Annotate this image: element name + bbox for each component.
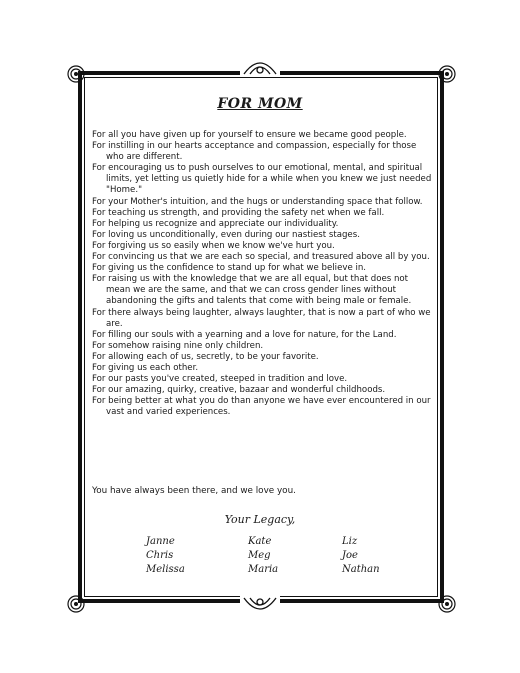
tribute-line: For somehow raising nine only children.	[92, 340, 264, 351]
tribute-line: For giving us the confidence to stand up for what we believe in.	[92, 263, 367, 274]
signature-name: Kate	[248, 536, 272, 547]
signature-name: Joe	[342, 550, 358, 561]
tribute-line: For loving us unconditionally, even during our nastiest stages.	[92, 229, 360, 240]
signature-name: Meg	[248, 550, 271, 561]
signature-column-3	[342, 535, 380, 577]
signature-column-2	[248, 535, 278, 577]
tribute-line: For our amazing, quirky, creative, bazaar and wonderful childhoods.	[92, 385, 386, 396]
tribute-line: For there always being laughter, always laughter, that is now a part of who we are.	[92, 307, 431, 329]
corner-swirl-top-left	[66, 64, 86, 84]
tribute-line: For encouraging us to push ourselves to our emotional, mental, and spiritual limits, yet letting us quietly hide for a while when you knew we just needed "Home."	[92, 163, 432, 196]
signoff: Your Legacy,	[224, 513, 296, 526]
signature-name: Maria	[248, 564, 279, 575]
bottom-center-flourish	[240, 596, 280, 614]
corner-swirl-bottom-right	[437, 594, 457, 614]
signature-name: Nathan	[342, 564, 380, 575]
signature-name: Chris	[146, 550, 174, 561]
tribute-line: For teaching us strength, and providing the safety net when we fall.	[92, 207, 385, 218]
tribute-line: For filling our souls with a yearning and a love for nature, for the Land.	[92, 329, 397, 340]
signature-name: Janne	[146, 536, 175, 547]
tribute-line: For forgiving us so easily when we know we've hurt you.	[92, 240, 335, 251]
tribute-line: For raising us with the knowledge that we are all equal, but that does not mean we are the same, and that we can cross gender lines without abandoning the gifts and talents that come with being male or female.	[92, 274, 412, 307]
tribute-line: For convincing us that we are each so special, and treasured above all by you.	[92, 252, 430, 263]
signature-column-1	[146, 535, 185, 577]
corner-swirl-bottom-left	[66, 594, 86, 614]
tribute-line: For allowing each of us, secretly, to be your favorite.	[92, 351, 319, 362]
tribute-line: For instilling in our hearts acceptance and compassion, especially for those who are different.	[92, 141, 417, 163]
signature-name: Melissa	[146, 564, 185, 575]
tribute-line: For being better at what you do than anyone we have ever encountered in our vast and varied experiences.	[92, 396, 431, 418]
closing-line: You have always been there, and we love you.	[92, 486, 296, 496]
tribute-lines	[92, 130, 434, 418]
tribute-line: For your Mother's intuition, and the hugs or understanding space that follow.	[92, 196, 423, 207]
page-title: FOR MOM	[217, 96, 303, 112]
tribute-line: For our pasts you've created, steeped in tradition and love.	[92, 374, 348, 385]
corner-swirl-top-right	[437, 64, 457, 84]
tribute-line: For giving us each other.	[92, 362, 199, 373]
tribute-line: For all you have given up for yourself to ensure we became good people.	[92, 130, 407, 140]
top-center-flourish	[240, 58, 280, 76]
signature-name: Liz	[342, 536, 358, 547]
tribute-line: For helping us recognize and appreciate our individuality.	[92, 218, 339, 229]
